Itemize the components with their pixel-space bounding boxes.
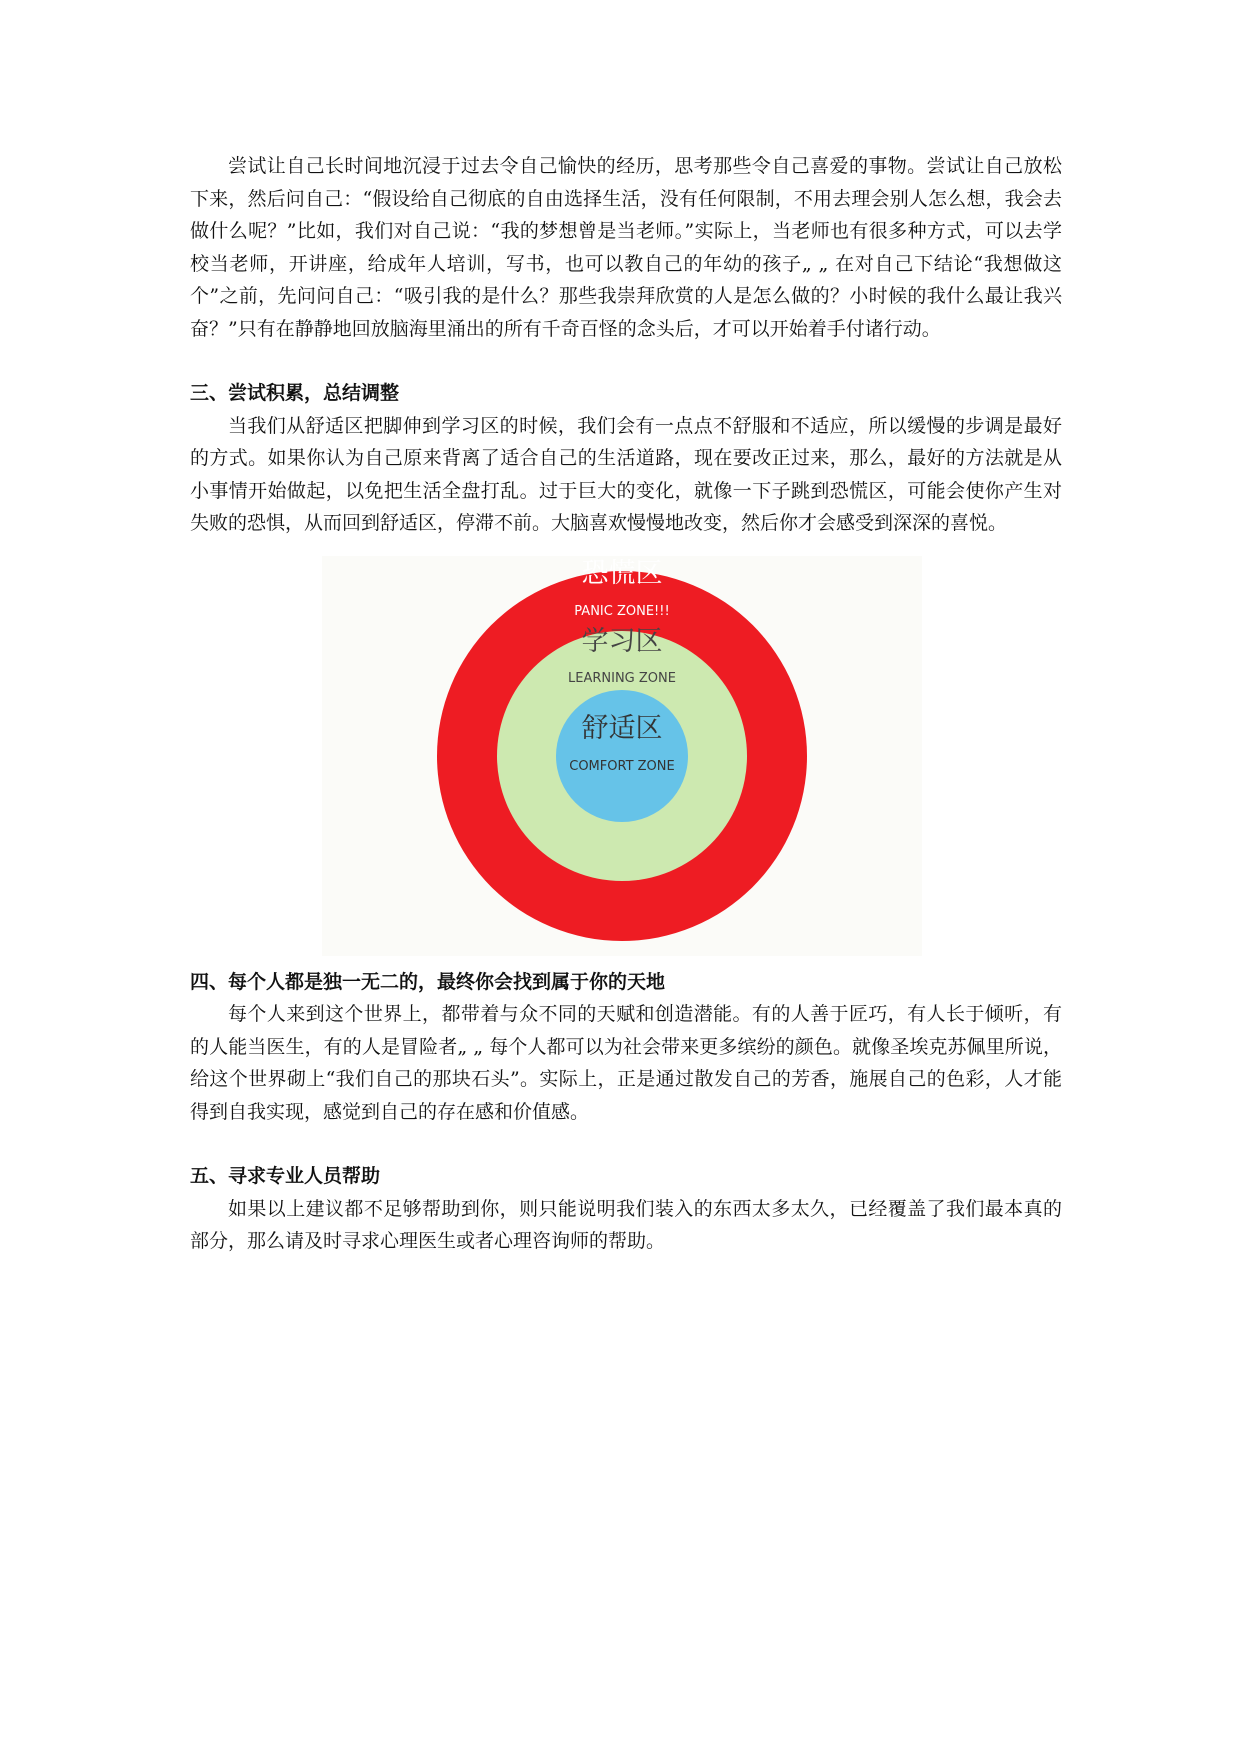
document-body — [190, 150, 1062, 1258]
comfort-zone-diagram — [322, 556, 922, 956]
section-4-heading: 四、每个人都是独一无二的，最终你会找到属于你的天地 — [190, 970, 666, 993]
spacer — [190, 345, 1062, 377]
panic-zone-subtitle: PANIC ZONE!!! — [574, 603, 670, 619]
section-5-paragraph: 如果以上建议都不足够帮助到你，则只能说明我们装入的东西太多太久，已经覆盖了我们最本真的部分，那么请及时寻求心理医生或者心理咨询师的帮助。 — [190, 1197, 1062, 1252]
learning-zone-title: 学习区 — [581, 625, 663, 657]
panic-zone-title: 恐慌区 — [581, 557, 663, 589]
learning-zone-subtitle: LEARNING ZONE — [568, 670, 676, 686]
intro-paragraph: 尝试让自己长时间地沉浸于过去令自己愉快的经历，思考那些令自己喜爱的事物。尝试让自己放松下来，然后问自己：“假设给自己彻底的自由选择生活，没有任何限制，不用去理会别人怎么想，我会去做什么呢？”比如，我们对自己说：“我的梦想曾是当老师。”实际上，当老师也有很多种方式，可以去学校当老师，开讲座，给成年人培训，写书，也可以教自己的年幼的孩子„ „ 在对自己下结论“我想做这个”之前，先问问自己：“吸引我的是什么？那些我崇拜欣赏的人是怎么做的？小时候的我什么最让我兴奋？”只有在静静地回放脑海里涌出的所有千奇百怪的念头后，才可以开始着手付诸行动。 — [190, 155, 1062, 340]
section-4-paragraph: 每个人来到这个世界上，都带着与众不同的天赋和创造潜能。有的人善于匠巧，有人长于倾听，有的人能当医生，有的人是冒险者„ „ 每个人都可以为社会带来更多缤纷的颜色。就像圣埃克苏佩里所说，给这个世界砌上“我们自己的那块石头”。实际上，正是通过散发自己的芳香，施展自己的色彩，人才能得到自我实现，感觉到自己的存在感和价值感。 — [190, 1003, 1062, 1123]
section-3-heading: 三、尝试积累，总结调整 — [190, 382, 400, 404]
section-3-paragraph: 当我们从舒适区把脚伸到学习区的时候，我们会有一点点不舒服和不适应，所以缓慢的步调是最好的方式。如果你认为自己原来背离了适合自己的生活道路，现在要改正过来，那么，最好的方法就是从小事情开始做起，以免把生活全盘打乱。过于巨大的变化，就像一下子跳到恐慌区，可能会使你产生对失败的恐惧，从而回到舒适区，停滞不前。大脑喜欢慢慢地改变，然后你才会感受到深深的喜悦。 — [190, 414, 1062, 534]
section-5-heading: 五、寻求专业人员帮助 — [190, 1165, 381, 1187]
comfort-zone-title: 舒适区 — [581, 712, 663, 744]
comfort-zone-subtitle: COMFORT ZONE — [569, 758, 675, 774]
spacer — [190, 1128, 1062, 1160]
